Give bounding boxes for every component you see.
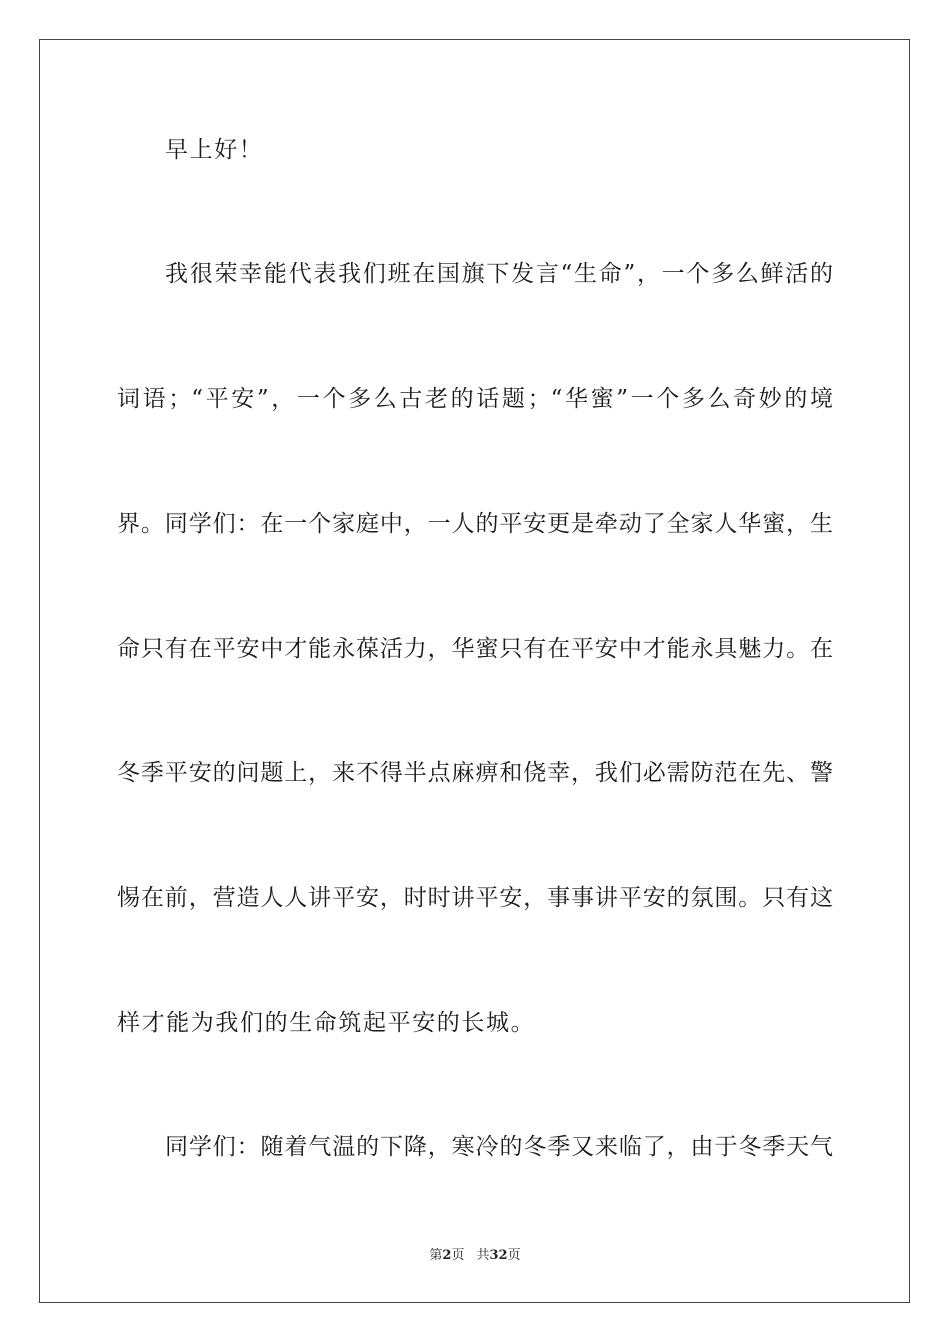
body-line-6: 惕在前，营造人人讲平安，时时讲平安，事事讲平安的氛围。只有这 bbox=[117, 885, 833, 911]
total-prefix: 共 bbox=[476, 1248, 490, 1263]
greeting-line: 早上好！ bbox=[165, 137, 264, 163]
page-border bbox=[39, 39, 910, 1303]
body-line-1: 我很荣幸能代表我们班在国旗下发言“生命”，一个多么鲜活的 bbox=[165, 261, 833, 287]
body-line-4: 命只有在平安中才能永葆活力，华蜜只有在平安中才能永具魅力。在 bbox=[117, 636, 833, 662]
page-footer bbox=[0, 1247, 950, 1265]
body-line-5: 冬季平安的问题上，来不得半点麻痹和侥幸，我们必需防范在先、警 bbox=[117, 760, 833, 786]
body-line-2: 词语；“平安”，一个多么古老的话题；“华蜜”一个多么奇妙的境 bbox=[117, 386, 833, 412]
page-prefix: 第 bbox=[429, 1248, 443, 1263]
body-line-3: 界。同学们：在一个家庭中，一人的平安更是牵动了全家人华蜜，生 bbox=[117, 511, 833, 537]
body-line-8: 同学们：随着气温的下降，寒冷的冬季又来临了，由于冬季天气 bbox=[165, 1134, 833, 1160]
total-page-count: 32 bbox=[489, 1248, 508, 1263]
current-page-number: 2 bbox=[442, 1248, 452, 1263]
body-line-7: 样才能为我们的生命筑起平安的长城。 bbox=[117, 1010, 536, 1036]
page-suffix: 页 bbox=[451, 1248, 465, 1263]
total-suffix: 页 bbox=[507, 1248, 521, 1263]
